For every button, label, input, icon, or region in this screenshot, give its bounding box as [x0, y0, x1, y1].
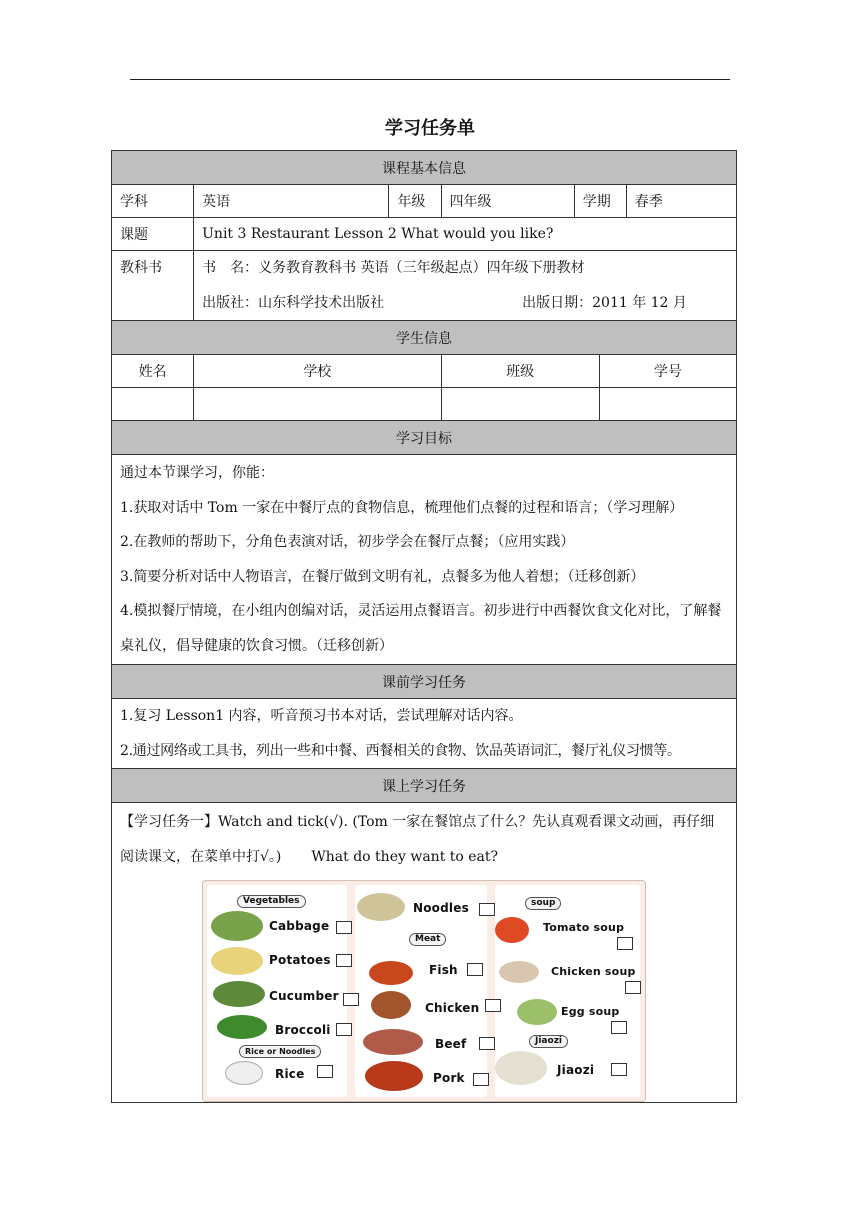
goal-item: 3.简要分析对话中人物语言，在餐厅做到文明有礼，点餐多为他人着想；（迁移创新） — [120, 568, 645, 585]
topic-value: Unit 3 Restaurant Lesson 2 What would you like? — [194, 218, 737, 251]
student-name-field[interactable] — [112, 388, 194, 421]
beef-checkbox[interactable] — [479, 1037, 495, 1050]
broccoli-label: Broccoli — [275, 1023, 331, 1037]
jiaozi-image — [495, 1051, 547, 1085]
student-name-header: 姓名 — [112, 355, 194, 388]
pre-task-item: 2.通过网络或工具书，列出一些和中餐、西餐相关的食物、饮品英语词汇，餐厅礼仪习惯等。 — [120, 742, 681, 759]
grade-label: 年级 — [389, 185, 441, 218]
cucumber-label: Cucumber — [269, 989, 339, 1003]
chicken-image — [371, 991, 411, 1019]
noodles-label: Noodles — [413, 901, 469, 915]
section-student-info: 学生信息 — [112, 321, 737, 355]
pork-image — [365, 1061, 423, 1091]
pork-label: Pork — [433, 1071, 465, 1085]
student-class-field[interactable] — [441, 388, 599, 421]
noodles-image — [357, 893, 405, 921]
beef-image — [363, 1029, 423, 1055]
rice-checkbox[interactable] — [317, 1065, 333, 1078]
noodles-checkbox[interactable] — [479, 903, 495, 916]
broccoli-checkbox[interactable] — [336, 1023, 352, 1036]
cabbage-image — [211, 911, 263, 941]
grade-value: 四年级 — [441, 185, 574, 218]
rice-image — [225, 1061, 263, 1085]
fish-checkbox[interactable] — [467, 963, 483, 976]
goal-item: 1.获取对话中 Tom 一家在中餐厅点的食物信息，梳理他们点餐的过程和语言；（学习理解） — [120, 499, 684, 516]
cucumber-image — [213, 981, 265, 1007]
pork-checkbox[interactable] — [473, 1073, 489, 1086]
potatoes-checkbox[interactable] — [336, 954, 352, 967]
student-school-header: 学校 — [194, 355, 441, 388]
task1-question: What do they want to eat? — [311, 848, 499, 865]
textbook-label: 教科书 — [112, 251, 194, 321]
egg-soup-image — [517, 999, 557, 1025]
goal-item: 2.在教师的帮助下，分角色表演对话，初步学会在餐厅点餐；（应用实践） — [120, 534, 575, 550]
subject-value: 英语 — [194, 185, 389, 218]
potatoes-label: Potatoes — [269, 953, 331, 967]
tomato-soup-checkbox[interactable] — [617, 937, 633, 950]
student-class-header: 班级 — [441, 355, 599, 388]
task1-instructions — [112, 803, 736, 874]
cabbage-checkbox[interactable] — [336, 921, 352, 934]
goals-intro: 通过本节课学习，你能： — [120, 465, 274, 481]
cabbage-label: Cabbage — [269, 919, 330, 933]
potatoes-image — [211, 947, 263, 975]
soup-header: soup — [525, 897, 561, 910]
jiaozi-label: Jiaozi — [557, 1063, 595, 1077]
term-label: 学期 — [574, 185, 626, 218]
chicken-soup-label: Chicken soup — [551, 965, 636, 978]
publish-date: 出版日期：2011 年 12 月 — [522, 294, 687, 311]
meat-header: Meat — [409, 933, 446, 946]
vegetables-header: Vegetables — [237, 895, 306, 908]
textbook-info — [194, 251, 737, 321]
beef-label: Beef — [435, 1037, 467, 1051]
task1-cell — [112, 803, 737, 1103]
rice-label: Rice — [275, 1067, 305, 1081]
rice-header: Rice or Noodles — [239, 1045, 321, 1058]
student-id-header: 学号 — [599, 355, 736, 388]
goal-item: 4.模拟餐厅情境，在小组内创编对话，灵活运用点餐语言。初步进行中西餐饮食文化对比，了解餐桌礼仪，倡导健康的饮食习惯。（迁移创新） — [120, 603, 722, 654]
term-value: 春季 — [626, 185, 736, 218]
page-title: 学习任务单 — [385, 118, 475, 139]
section-in-class-tasks: 课上学习任务 — [112, 769, 737, 803]
task-sheet-table — [111, 150, 737, 1103]
jiaozi-header: Jiaozi — [529, 1035, 568, 1048]
subject-label: 学科 — [112, 185, 194, 218]
chicken-label: Chicken — [425, 1001, 480, 1015]
broccoli-image — [217, 1015, 267, 1039]
student-school-field[interactable] — [194, 388, 441, 421]
cucumber-checkbox[interactable] — [343, 993, 359, 1006]
task1-text: 【学习任务一】Watch and tick(√). (Tom 一家在餐馆点了什么？先认真观看课文动画，再仔细阅读课文，在菜单中打√。) — [120, 814, 715, 865]
publisher: 出版社：山东科学技术出版社 — [202, 294, 385, 311]
pre-tasks-cell — [112, 699, 737, 769]
section-pre-tasks: 课前学习任务 — [112, 665, 737, 699]
fish-label: Fish — [429, 963, 458, 977]
pre-task-item: 1.复习 Lesson1 内容，听音预习书本对话，尝试理解对话内容。 — [120, 708, 523, 724]
book-name: 书 名：义务教育教科书 英语（三年级起点）四年级下册教材 — [202, 260, 585, 276]
topic-label: 课题 — [112, 218, 194, 251]
chicken-checkbox[interactable] — [485, 999, 501, 1012]
egg-soup-checkbox[interactable] — [611, 1021, 627, 1034]
student-id-field[interactable] — [599, 388, 736, 421]
jiaozi-checkbox[interactable] — [611, 1063, 627, 1076]
header-rule — [130, 79, 730, 80]
tomato-soup-image — [495, 917, 529, 943]
section-goals: 学习目标 — [112, 421, 737, 455]
chicken-soup-image — [499, 961, 539, 983]
fish-image — [369, 961, 413, 985]
tomato-soup-label: Tomato soup — [543, 921, 625, 934]
food-menu — [202, 880, 646, 1102]
chicken-soup-checkbox[interactable] — [625, 981, 641, 994]
section-course-info: 课程基本信息 — [112, 151, 737, 185]
goals-cell — [112, 455, 737, 665]
egg-soup-label: Egg soup — [561, 1005, 620, 1018]
